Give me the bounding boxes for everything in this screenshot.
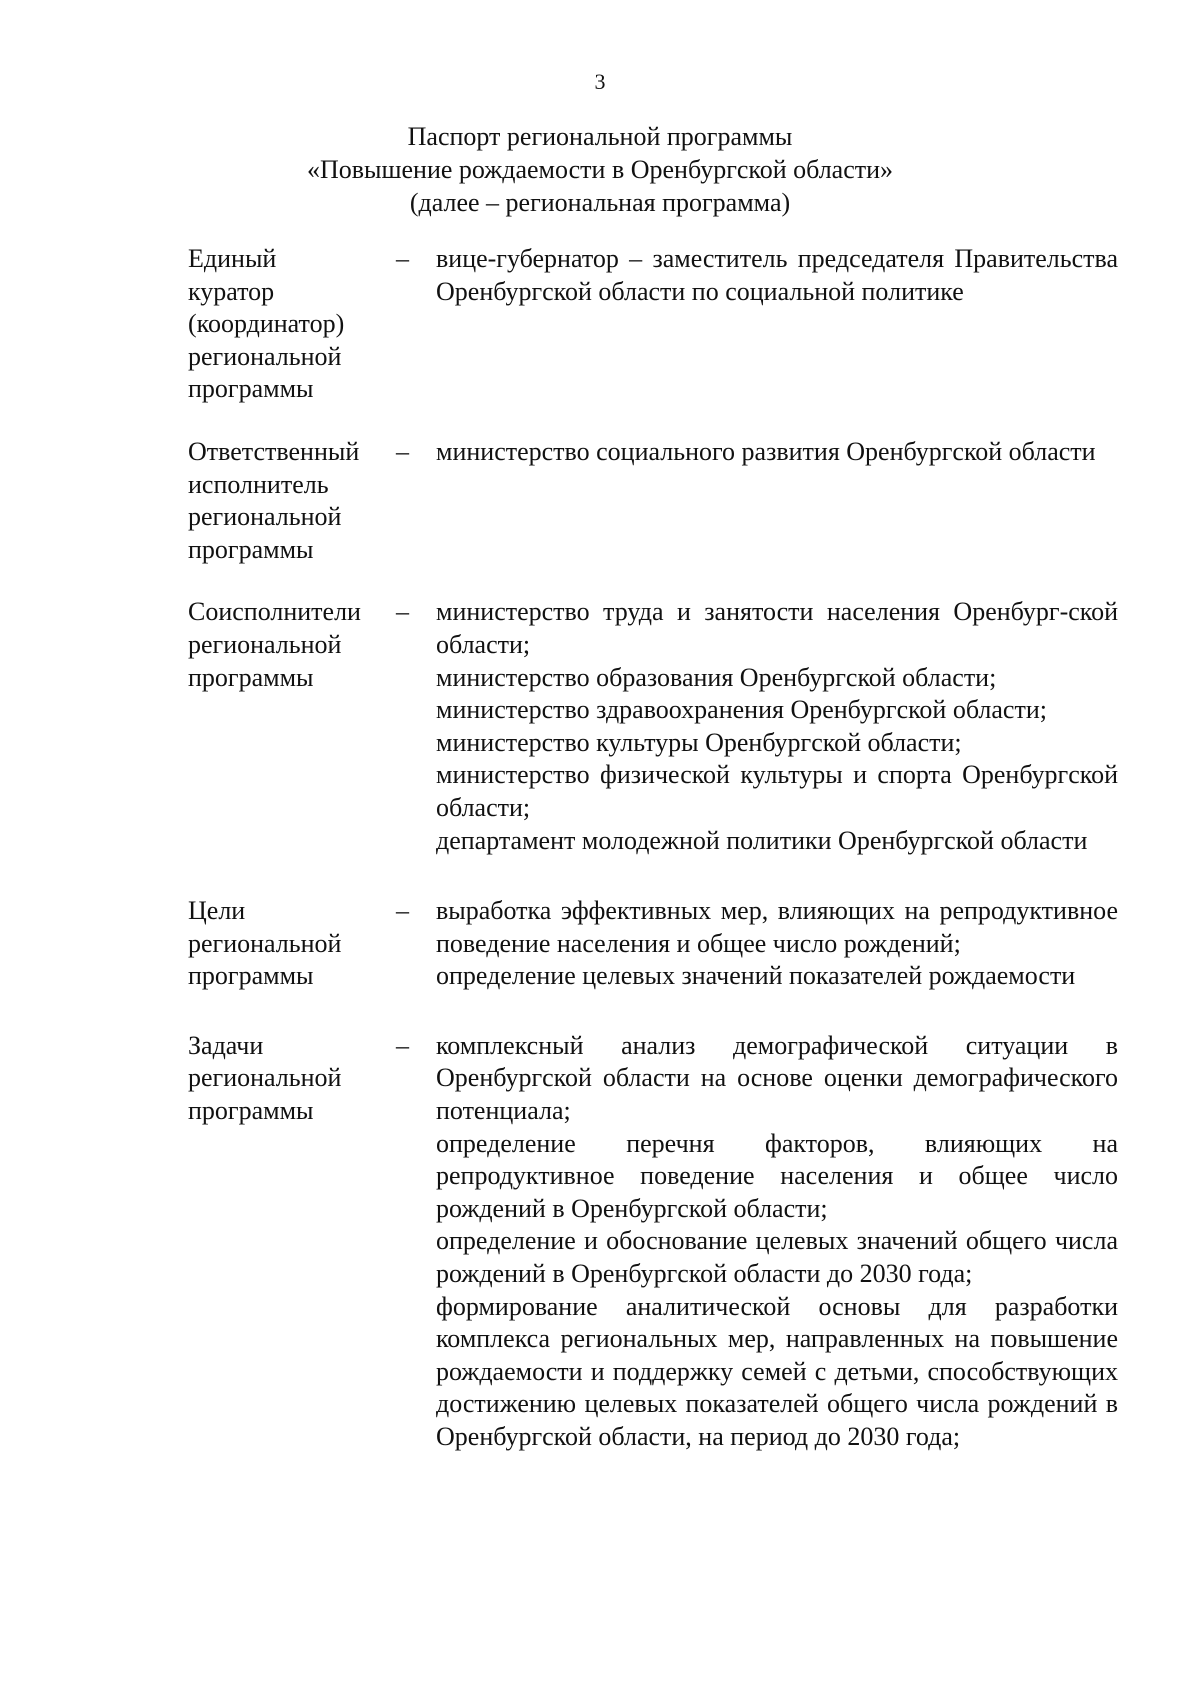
row-content xyxy=(436,596,1118,857)
content-item: определение перечня факторов, влияющих на репродуктивное поведение населения и общее число рождений в Оренбургской области; xyxy=(436,1128,1118,1223)
content-item: определение и обоснование целевых значений общего числа рождений в Оренбургской области до 2030 года; xyxy=(436,1226,1118,1289)
row-dash: – xyxy=(396,436,409,466)
passport-row-responsible xyxy=(188,436,1128,566)
row-content xyxy=(436,243,1118,308)
passport-row-coexecutors xyxy=(188,596,1128,857)
row-dash: – xyxy=(396,597,409,627)
row-label: Соисполнители региональной программы xyxy=(188,597,361,692)
row-label: Задачи региональной программы xyxy=(188,1030,342,1126)
content-item: министерство культуры Оренбургской области; xyxy=(436,727,962,757)
row-label: Ответственный исполнитель региональной программы xyxy=(188,436,360,564)
content-item: вице-губернатор – заместитель председателя Правительства Оренбургской области по социальной политике xyxy=(436,244,1118,306)
content-item: министерство здравоохранения Оренбургской области; xyxy=(436,695,1047,725)
row-label: Единый куратор (координатор) региональной программы xyxy=(188,244,345,404)
content-item: министерство труда и занятости населения Оренбург-ской области; xyxy=(436,597,1118,659)
row-dash: – xyxy=(396,896,409,926)
row-dash: – xyxy=(396,244,409,273)
content-item: министерство образования Оренбургской области; xyxy=(436,662,997,692)
document-title xyxy=(0,120,1200,219)
content-item: министерство социального развития Оренбургской области xyxy=(436,436,1096,466)
content-item: определение целевых значений показателей рождаемости xyxy=(436,961,1076,991)
title-line-2: «Повышение рождаемости в Оренбургской области» xyxy=(306,155,894,184)
content-item: министерство физической культуры и спорта Оренбургской области; xyxy=(436,760,1118,822)
content-item: комплексный анализ демографической ситуации в Оренбургской области на основе оценки демографического потенциала; xyxy=(436,1030,1118,1126)
passport-row-tasks xyxy=(188,1030,1128,1454)
row-content xyxy=(436,895,1118,993)
row-label: Цели региональной программы xyxy=(188,896,342,991)
content-item: выработка эффективных мер, влияющих на репродуктивное поведение населения и общее число рождений; xyxy=(436,896,1118,958)
passport-table xyxy=(188,243,1128,1454)
content-item: департамент молодежной политики Оренбургской области xyxy=(436,825,1088,855)
passport-row-curator xyxy=(188,243,1128,406)
title-line-1: Паспорт региональной программы xyxy=(407,122,793,151)
title-line-3: (далее – региональная программа) xyxy=(409,188,791,217)
row-dash: – xyxy=(396,1030,409,1060)
page-number: 3 xyxy=(594,69,606,94)
content-item: формирование аналитической основы для разработки комплекса региональных мер, направленных на повышение рождаемости и поддержку семей с детьми, способствующих достижению целевых показателей общего числа рождений в Оренбургской области, на период до 2030 года; xyxy=(436,1291,1118,1451)
passport-row-goals xyxy=(188,895,1128,993)
row-content xyxy=(436,1030,1118,1454)
row-content xyxy=(436,436,1118,469)
